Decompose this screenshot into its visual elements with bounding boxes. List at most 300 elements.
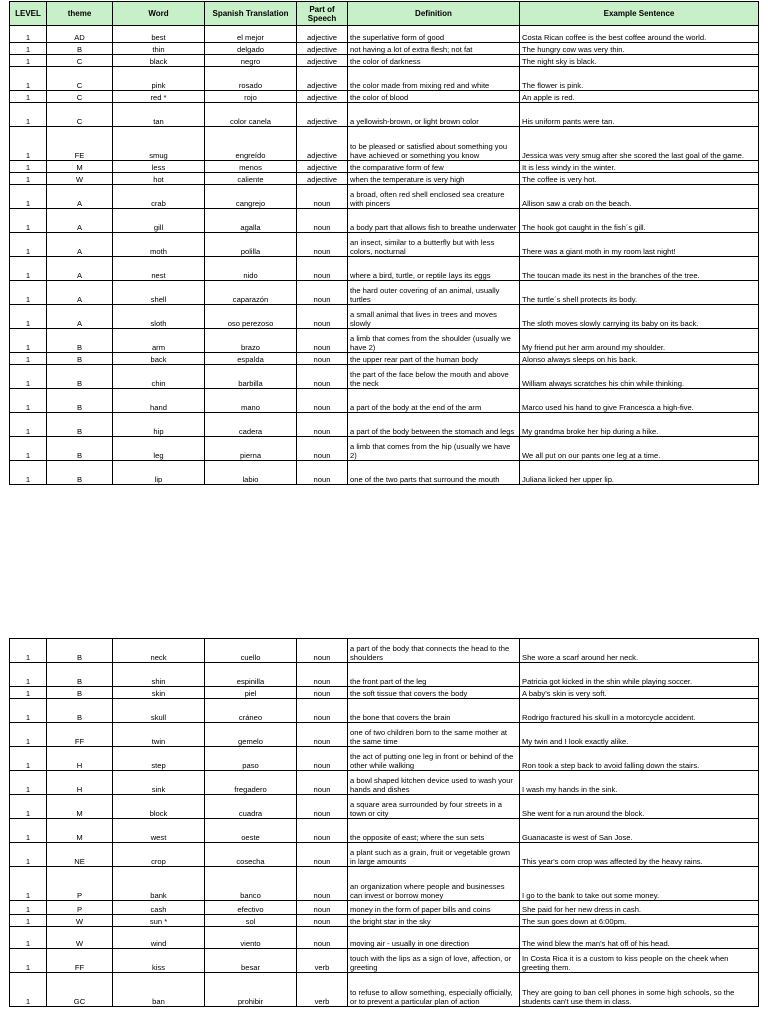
cell-example: A baby's skin is very soft. (520, 687, 759, 699)
cell-spanish: prohibir (205, 973, 297, 1007)
cell-pos: noun (297, 389, 348, 413)
cell-word: block (113, 795, 205, 819)
cell-theme: NE (47, 843, 113, 867)
table-row (10, 185, 759, 209)
cell-example: His uniform pants were tan. (520, 103, 759, 127)
table-row (10, 103, 759, 127)
cell-level: 1 (10, 91, 47, 103)
cell-spanish: cosecha (205, 843, 297, 867)
table-row (10, 67, 759, 91)
cell-example: This year's corn crop was affected by the heavy rains. (520, 843, 759, 867)
cell-theme: A (47, 305, 113, 329)
cell-word: tan (113, 103, 205, 127)
cell-example: The hungry cow was very thin. (520, 43, 759, 55)
cell-theme: M (47, 161, 113, 173)
cell-theme: C (47, 103, 113, 127)
cell-level: 1 (10, 26, 47, 43)
cell-spanish: rosado (205, 67, 297, 91)
table-row (10, 723, 759, 747)
cell-example: The coffee is very hot. (520, 173, 759, 185)
cell-pos: noun (297, 257, 348, 281)
cell-level: 1 (10, 843, 47, 867)
cell-theme: C (47, 55, 113, 67)
cell-theme: B (47, 43, 113, 55)
cell-level: 1 (10, 173, 47, 185)
vocabulary-table-bottom (9, 638, 759, 1007)
table-row (10, 699, 759, 723)
cell-spanish: fregadero (205, 771, 297, 795)
table-row (10, 127, 759, 161)
cell-example: An apple is red. (520, 91, 759, 103)
table-row (10, 91, 759, 103)
cell-word: thin (113, 43, 205, 55)
cell-spanish: oeste (205, 819, 297, 843)
cell-level: 1 (10, 663, 47, 687)
table-row (10, 795, 759, 819)
header-row (10, 2, 759, 26)
cell-definition: the act of putting one leg in front or behind of the other while walking (348, 747, 520, 771)
cell-spanish: paso (205, 747, 297, 771)
cell-example: Patricia got kicked in the shin while playing soccer. (520, 663, 759, 687)
cell-pos: adjective (297, 173, 348, 185)
cell-theme: M (47, 819, 113, 843)
cell-pos: noun (297, 437, 348, 461)
cell-word: west (113, 819, 205, 843)
cell-pos: verb (297, 973, 348, 1007)
cell-word: moth (113, 233, 205, 257)
cell-example: In Costa Rica it is a custom to kiss people on the cheek when greeting them. (520, 949, 759, 973)
table-row (10, 771, 759, 795)
cell-level: 1 (10, 437, 47, 461)
cell-level: 1 (10, 687, 47, 699)
cell-pos: noun (297, 185, 348, 209)
cell-word: twin (113, 723, 205, 747)
cell-definition: to be pleased or satisfied about something you have achieved or something you know (348, 127, 520, 161)
cell-theme: C (47, 91, 113, 103)
cell-word: leg (113, 437, 205, 461)
cell-word: sink (113, 771, 205, 795)
cell-example: The hook got caught in the fish´s gill. (520, 209, 759, 233)
cell-level: 1 (10, 927, 47, 949)
cell-pos: adjective (297, 161, 348, 173)
cell-definition: the color of darkness (348, 55, 520, 67)
cell-pos: noun (297, 723, 348, 747)
cell-theme: B (47, 639, 113, 663)
cell-word: cash (113, 901, 205, 915)
cell-definition: a part of the body that connects the head to the shoulders (348, 639, 520, 663)
cell-example: My grandma broke her hip during a hike. (520, 413, 759, 437)
cell-level: 1 (10, 819, 47, 843)
cell-definition: the front part of the leg (348, 663, 520, 687)
cell-definition: the soft tissue that covers the body (348, 687, 520, 699)
table-row (10, 55, 759, 67)
cell-spanish: oso perezoso (205, 305, 297, 329)
cell-example: She paid for her new dress in cash. (520, 901, 759, 915)
cell-pos: adjective (297, 67, 348, 91)
cell-example: My friend put her arm around my shoulder. (520, 329, 759, 353)
cell-word: crop (113, 843, 205, 867)
cell-pos: adjective (297, 26, 348, 43)
cell-word: wind (113, 927, 205, 949)
cell-definition: one of the two parts that surround the mouth (348, 461, 520, 485)
cell-theme: B (47, 687, 113, 699)
cell-word: gill (113, 209, 205, 233)
cell-definition: an insect, similar to a butterfly but with less colors, nocturnal (348, 233, 520, 257)
cell-definition: not having a lot of extra flesh; not fat (348, 43, 520, 55)
table-row (10, 413, 759, 437)
cell-definition: where a bird, turtle, or reptile lays its eggs (348, 257, 520, 281)
cell-example: Rodrigo fractured his skull in a motorcycle accident. (520, 699, 759, 723)
cell-example: Guanacaste is west of San Jose. (520, 819, 759, 843)
cell-word: black (113, 55, 205, 67)
table-row (10, 819, 759, 843)
cell-word: nest (113, 257, 205, 281)
table-row (10, 281, 759, 305)
cell-theme: FE (47, 127, 113, 161)
cell-definition: a small animal that lives in trees and moves slowly (348, 305, 520, 329)
cell-word: hot (113, 173, 205, 185)
table-row (10, 26, 759, 43)
cell-word: shell (113, 281, 205, 305)
cell-word: chin (113, 365, 205, 389)
cell-definition: a limb that comes from the hip (usually we have 2) (348, 437, 520, 461)
cell-spanish: besar (205, 949, 297, 973)
table-row (10, 233, 759, 257)
cell-pos: noun (297, 209, 348, 233)
cell-pos: noun (297, 747, 348, 771)
cell-pos: noun (297, 365, 348, 389)
cell-theme: FF (47, 723, 113, 747)
cell-spanish: cadera (205, 413, 297, 437)
cell-pos: noun (297, 915, 348, 927)
cell-spanish: espinilla (205, 663, 297, 687)
cell-spanish: color canela (205, 103, 297, 127)
table-row (10, 161, 759, 173)
cell-definition: one of two children born to the same mother at the same time (348, 723, 520, 747)
cell-definition: an organization where people and businesses can invest or borrow money (348, 867, 520, 901)
cell-theme: H (47, 771, 113, 795)
cell-example: We all put on our pants one leg at a time. (520, 437, 759, 461)
cell-definition: the superlative form of good (348, 26, 520, 43)
cell-spanish: menos (205, 161, 297, 173)
cell-level: 1 (10, 639, 47, 663)
cell-example: The flower is pink. (520, 67, 759, 91)
cell-spanish: mano (205, 389, 297, 413)
cell-example: I wash my hands in the sink. (520, 771, 759, 795)
cell-pos: verb (297, 949, 348, 973)
cell-theme: B (47, 437, 113, 461)
cell-word: bank (113, 867, 205, 901)
cell-pos: noun (297, 795, 348, 819)
cell-spanish: engreído (205, 127, 297, 161)
cell-level: 1 (10, 43, 47, 55)
table-row (10, 389, 759, 413)
cell-spanish: agalla (205, 209, 297, 233)
cell-spanish: brazo (205, 329, 297, 353)
header-level: LEVEL (10, 2, 47, 26)
cell-example: There was a giant moth in my room last night! (520, 233, 759, 257)
cell-definition: moving air - usually in one direction (348, 927, 520, 949)
cell-definition: a square area surrounded by four streets in a town or city (348, 795, 520, 819)
cell-definition: a part of the body between the stomach and legs (348, 413, 520, 437)
cell-example: Costa Rican coffee is the best coffee around the world. (520, 26, 759, 43)
table-row (10, 461, 759, 485)
cell-level: 1 (10, 747, 47, 771)
cell-word: skull (113, 699, 205, 723)
cell-pos: noun (297, 927, 348, 949)
cell-example: The turtle´s shell protects its body. (520, 281, 759, 305)
cell-spanish: cráneo (205, 699, 297, 723)
cell-spanish: rojo (205, 91, 297, 103)
table-row (10, 747, 759, 771)
cell-word: kiss (113, 949, 205, 973)
cell-level: 1 (10, 305, 47, 329)
table-row (10, 687, 759, 699)
cell-example: The night sky is black. (520, 55, 759, 67)
cell-example: I go to the bank to take out some money. (520, 867, 759, 901)
table-row (10, 173, 759, 185)
cell-pos: adjective (297, 43, 348, 55)
cell-pos: noun (297, 699, 348, 723)
cell-pos: noun (297, 819, 348, 843)
cell-level: 1 (10, 353, 47, 365)
cell-pos: noun (297, 461, 348, 485)
cell-example: The sloth moves slowly carrying its baby on its back. (520, 305, 759, 329)
cell-theme: W (47, 915, 113, 927)
cell-theme: FF (47, 949, 113, 973)
cell-theme: W (47, 173, 113, 185)
cell-pos: adjective (297, 91, 348, 103)
cell-theme: A (47, 233, 113, 257)
cell-example: Alonso always sleeps on his back. (520, 353, 759, 365)
cell-definition: the upper rear part of the human body (348, 353, 520, 365)
cell-definition: the opposite of east; where the sun sets (348, 819, 520, 843)
cell-word: ban (113, 973, 205, 1007)
header-word: Word (113, 2, 205, 26)
cell-theme: P (47, 901, 113, 915)
cell-definition: money in the form of paper bills and coins (348, 901, 520, 915)
cell-pos: noun (297, 329, 348, 353)
cell-definition: the color made from mixing red and white (348, 67, 520, 91)
cell-level: 1 (10, 67, 47, 91)
cell-spanish: cuello (205, 639, 297, 663)
cell-theme: B (47, 413, 113, 437)
cell-word: step (113, 747, 205, 771)
cell-word: smug (113, 127, 205, 161)
cell-theme: B (47, 663, 113, 687)
cell-example: Marco used his hand to give Francesca a high-five. (520, 389, 759, 413)
cell-pos: adjective (297, 103, 348, 127)
cell-level: 1 (10, 973, 47, 1007)
cell-theme: C (47, 67, 113, 91)
table-row (10, 663, 759, 687)
cell-definition: the hard outer covering of an animal, usually turtles (348, 281, 520, 305)
cell-pos: noun (297, 353, 348, 365)
table-row (10, 915, 759, 927)
cell-example: She went for a run around the block. (520, 795, 759, 819)
cell-pos: noun (297, 843, 348, 867)
cell-example: The wind blew the man's hat off of his head. (520, 927, 759, 949)
cell-spanish: caliente (205, 173, 297, 185)
cell-definition: a limb that comes from the shoulder (usually we have 2) (348, 329, 520, 353)
cell-word: neck (113, 639, 205, 663)
cell-theme: A (47, 209, 113, 233)
table-row (10, 901, 759, 915)
cell-spanish: nido (205, 257, 297, 281)
cell-level: 1 (10, 795, 47, 819)
cell-spanish: labio (205, 461, 297, 485)
cell-definition: to refuse to allow something, especially officially, or to prevent a particular plan of action (348, 973, 520, 1007)
table-row (10, 365, 759, 389)
table-row (10, 927, 759, 949)
cell-spanish: cuadra (205, 795, 297, 819)
cell-level: 1 (10, 461, 47, 485)
cell-definition: a plant such as a grain, fruit or vegetable grown in large amounts (348, 843, 520, 867)
cell-pos: adjective (297, 55, 348, 67)
cell-example: William always scratches his chin while thinking. (520, 365, 759, 389)
cell-example: She wore a scarf around her neck. (520, 639, 759, 663)
cell-definition: when the temperature is very high (348, 173, 520, 185)
cell-level: 1 (10, 103, 47, 127)
cell-pos: adjective (297, 127, 348, 161)
header-example-sentence: Example Sentence (520, 2, 759, 26)
cell-word: crab (113, 185, 205, 209)
table-row (10, 305, 759, 329)
cell-pos: noun (297, 305, 348, 329)
cell-theme: GC (47, 973, 113, 1007)
cell-theme: B (47, 329, 113, 353)
cell-theme: B (47, 389, 113, 413)
cell-example: Ron took a step back to avoid falling down the stairs. (520, 747, 759, 771)
cell-example: Allison saw a crab on the beach. (520, 185, 759, 209)
cell-word: red * (113, 91, 205, 103)
cell-theme: A (47, 185, 113, 209)
cell-level: 1 (10, 771, 47, 795)
cell-level: 1 (10, 185, 47, 209)
header-theme: theme (47, 2, 113, 26)
cell-word: skin (113, 687, 205, 699)
cell-definition: the comparative form of few (348, 161, 520, 173)
cell-pos: noun (297, 687, 348, 699)
vocabulary-table-top (9, 1, 759, 485)
cell-level: 1 (10, 389, 47, 413)
cell-pos: noun (297, 771, 348, 795)
cell-theme: M (47, 795, 113, 819)
header-spanish-translation: Spanish Translation (205, 2, 297, 26)
cell-spanish: piel (205, 687, 297, 699)
cell-theme: B (47, 365, 113, 389)
cell-spanish: caparazón (205, 281, 297, 305)
cell-level: 1 (10, 209, 47, 233)
cell-spanish: polilla (205, 233, 297, 257)
table-row (10, 43, 759, 55)
cell-spanish: delgado (205, 43, 297, 55)
cell-theme: A (47, 281, 113, 305)
cell-word: pink (113, 67, 205, 91)
cell-spanish: barbilla (205, 365, 297, 389)
cell-level: 1 (10, 329, 47, 353)
cell-word: back (113, 353, 205, 365)
cell-example: It is less windy in the winter. (520, 161, 759, 173)
cell-example: Juliana licked her upper lip. (520, 461, 759, 485)
cell-word: best (113, 26, 205, 43)
table-body-bottom (10, 639, 759, 1007)
cell-spanish: banco (205, 867, 297, 901)
cell-spanish: gemelo (205, 723, 297, 747)
cell-definition: a broad, often red shell enclosed sea creature with pincers (348, 185, 520, 209)
cell-word: less (113, 161, 205, 173)
cell-spanish: cangrejo (205, 185, 297, 209)
cell-word: shin (113, 663, 205, 687)
cell-definition: a body part that allows fish to breathe underwater (348, 209, 520, 233)
cell-theme: H (47, 747, 113, 771)
header-part-of-speech: Part of Speech (297, 2, 348, 26)
cell-level: 1 (10, 161, 47, 173)
table-row (10, 209, 759, 233)
table-row (10, 639, 759, 663)
table-row (10, 843, 759, 867)
table-row (10, 353, 759, 365)
cell-level: 1 (10, 915, 47, 927)
cell-theme: P (47, 867, 113, 901)
cell-example: Jessica was very smug after she scored the last goal of the game. (520, 127, 759, 161)
cell-spanish: sol (205, 915, 297, 927)
table-row (10, 973, 759, 1007)
cell-definition: a part of the body at the end of the arm (348, 389, 520, 413)
cell-level: 1 (10, 233, 47, 257)
cell-word: sloth (113, 305, 205, 329)
cell-level: 1 (10, 127, 47, 161)
cell-definition: the color of blood (348, 91, 520, 103)
cell-theme: W (47, 927, 113, 949)
table-row (10, 437, 759, 461)
cell-level: 1 (10, 723, 47, 747)
cell-pos: noun (297, 413, 348, 437)
cell-spanish: pierna (205, 437, 297, 461)
cell-definition: the part of the face below the mouth and above the neck (348, 365, 520, 389)
cell-pos: noun (297, 233, 348, 257)
cell-spanish: efectivo (205, 901, 297, 915)
table-row (10, 329, 759, 353)
cell-pos: noun (297, 867, 348, 901)
cell-word: hand (113, 389, 205, 413)
cell-spanish: el mejor (205, 26, 297, 43)
cell-level: 1 (10, 901, 47, 915)
cell-pos: noun (297, 281, 348, 305)
cell-pos: noun (297, 639, 348, 663)
cell-definition: the bone that covers the brain (348, 699, 520, 723)
cell-example: My twin and I look exactly alike. (520, 723, 759, 747)
header-definition: Definition (348, 2, 520, 26)
cell-level: 1 (10, 55, 47, 67)
cell-example: The toucan made its nest in the branches of the tree. (520, 257, 759, 281)
cell-definition: a bowl shaped kitchen device used to wash your hands and dishes (348, 771, 520, 795)
cell-level: 1 (10, 281, 47, 305)
table-row (10, 949, 759, 973)
cell-spanish: negro (205, 55, 297, 67)
table-body-top (10, 26, 759, 485)
table-row (10, 257, 759, 281)
cell-pos: noun (297, 663, 348, 687)
cell-level: 1 (10, 949, 47, 973)
cell-definition: the bright star in the sky (348, 915, 520, 927)
cell-spanish: viento (205, 927, 297, 949)
cell-level: 1 (10, 365, 47, 389)
cell-definition: touch with the lips as a sign of love, affection, or greeting (348, 949, 520, 973)
cell-word: arm (113, 329, 205, 353)
cell-theme: AD (47, 26, 113, 43)
cell-word: sun * (113, 915, 205, 927)
